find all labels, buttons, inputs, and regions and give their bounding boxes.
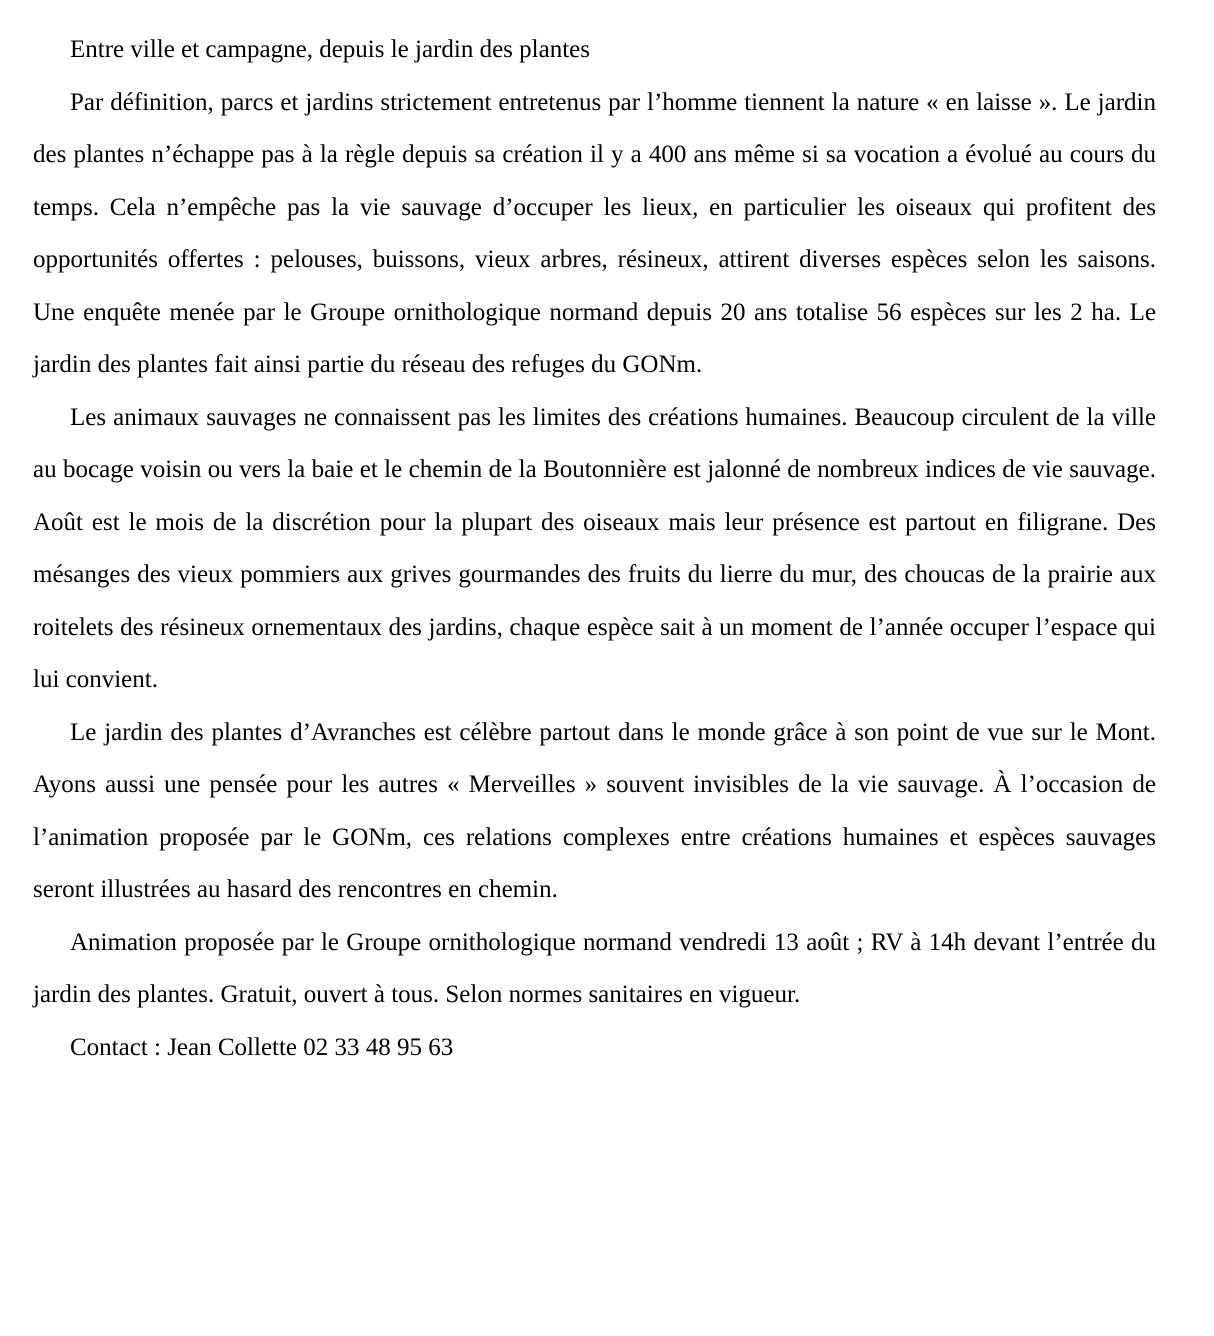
paragraph-animaux-sauvages: Les animaux sauvages ne connaissent pas les limites des créations humaines. Beaucoup circulent de la ville au bocage voisin ou vers la baie et le chemin de la Boutonnière est jalonné de nombreux indices de vie sauvage. Août est le mois de la discrétion pour la plupart des oiseaux mais leur présence est partout en filigrane. Des mésanges des vieux pommiers aux grives gourmandes des fruits du lierre du mur, des choucas de la prairie aux roitelets des résineux ornementaux des jardins, chaque espèce sait à un moment de l’année occuper l’espace qui lui convient. bbox=[33, 403, 1156, 693]
contact-line: Contact : Jean Collette 02 33 48 95 63 bbox=[70, 1033, 454, 1061]
document-title-line: Entre ville et campagne, depuis le jardin des plantes bbox=[70, 36, 590, 63]
paragraph-animation-infos: Animation proposée par le Groupe ornithologique normand vendredi 13 août ; RV à 14h devant l’entrée du jardin des plantes. Gratuit, ouvert à tous. Selon normes sanitaires en vigueur. bbox=[33, 928, 1156, 1008]
paragraph-parcs-et-jardins: Par définition, parcs et jardins strictement entretenus par l’homme tiennent la nature « en laisse ». Le jardin des plantes n’échappe pas à la règle depuis sa création il y a 400 ans même si sa vocation a évolué au cours du temps. Cela n’empêche pas la vie sauvage d’occuper les lieux, en particulier les oiseaux qui profitent des opportunités offertes : pelouses, buissons, vieux arbres, résineux, attirent diverses espèces selon les saisons. Une enquête menée par le Groupe ornithologique normand depuis 20 ans totalise 56 espèces sur les 2 ha. Le jardin des plantes fait ainsi partie du réseau des refuges du GONm. bbox=[33, 88, 1156, 378]
paragraph-jardin-avranches: Le jardin des plantes d’Avranches est célèbre partout dans le monde grâce à son point de vue sur le Mont. Ayons aussi une pensée pour les autres « Merveilles » souvent invisibles de la vie sauvage. À l’occasion de l’animation proposée par le GONm, ces relations complexes entre créations humaines et espèces sauvages seront illustrées au hasard des rencontres en chemin. bbox=[33, 718, 1156, 903]
